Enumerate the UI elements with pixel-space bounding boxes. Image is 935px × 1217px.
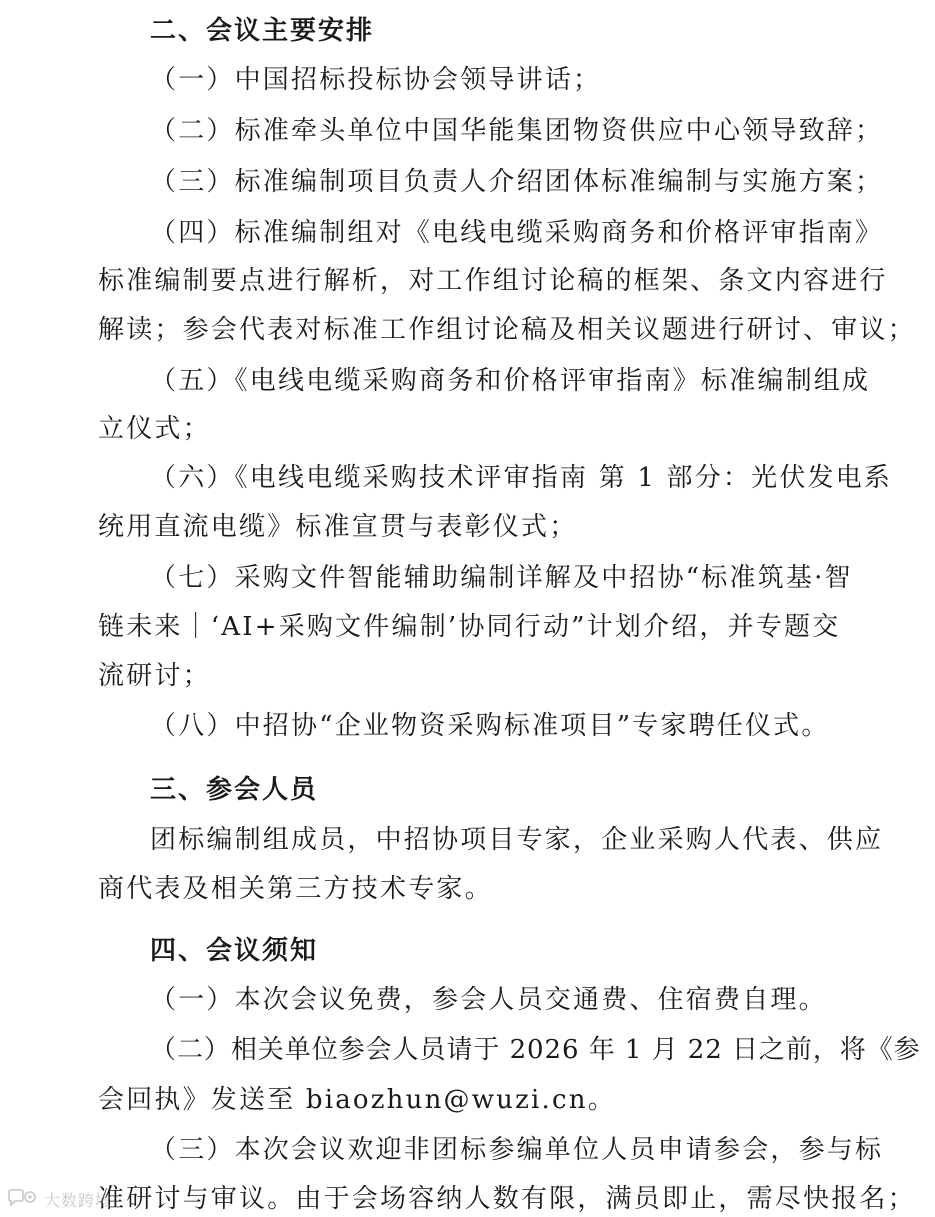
notes-item-3-line-1: （三）本次会议欢迎非团标参编单位人员申请参会，参与标: [150, 1135, 884, 1165]
arrangement-item-6-line-2: 统用直流电缆》标准宣贯与表彰仪式；: [98, 512, 578, 542]
arrangement-item-4-line-2: 标准编制要点进行解析，对工作组讨论稿的框架、条文内容进行: [98, 266, 888, 296]
attendees-line-2: 商代表及相关第三方技术专家。: [98, 874, 493, 904]
section-heading-meeting-notes: 四、会议须知: [150, 936, 319, 966]
arrangement-item-8: （八）中招协“企业物资采购标准项目”专家聘任仪式。: [150, 711, 830, 741]
section-heading-attendees: 三、参会人员: [150, 775, 319, 805]
arrangement-item-4-line-3: 解读；参会代表对标准工作组讨论稿及相关议题进行研讨、审议；: [98, 315, 916, 345]
arrangement-item-4-line-1: （四）标准编制组对《电线电缆采购商务和价格评审指南》: [150, 218, 884, 248]
notes-item-2-line-1: （二）相关单位参会人员请于 2026 年 1 月 22 日之前，将《参: [150, 1035, 921, 1065]
section-heading-meeting-arrangement: 二、会议主要安排: [150, 16, 375, 46]
arrangement-item-7-line-3: 流研讨；: [98, 661, 211, 691]
arrangement-item-2: （二）标准牵头单位中国华能集团物资供应中心领导致辞；: [150, 116, 884, 146]
attendees-line-1: 团标编制组成员，中招协项目专家，企业采购人代表、供应: [150, 825, 884, 855]
arrangement-item-5-line-1: （五）《电线电缆采购商务和价格评审指南》标准编制组成: [150, 366, 871, 396]
chat-bubble-icon: [6, 1188, 40, 1210]
arrangement-item-7-line-2: 链未来｜‘AI+采购文件编制’协同行动”计划介绍，并专题交: [98, 612, 841, 642]
arrangement-item-1: （一）中国招标投标协会领导讲话；: [150, 65, 602, 95]
watermark-text: 大数跨境: [44, 1190, 113, 1210]
arrangement-item-6-line-1: （六）《电线电缆采购技术评审指南 第 1 部分：光伏发电系: [150, 463, 893, 493]
notes-item-3-line-2: 准研讨与审议。由于会场容纳人数有限，满员即止，需尽快报名；: [98, 1184, 916, 1214]
arrangement-item-7-line-1: （七）采购文件智能辅助编制详解及中招协“标准筑基·智: [150, 563, 853, 593]
watermark: [6, 1186, 112, 1212]
arrangement-item-3: （三）标准编制项目负责人介绍团体标准编制与实施方案；: [150, 167, 884, 197]
notes-item-2-line-2: 会回执》发送至 biaozhun@wuzi.cn。: [98, 1085, 616, 1115]
notes-item-1: （一）本次会议免费，参会人员交通费、住宿费自理。: [150, 985, 827, 1015]
arrangement-item-5-line-2: 立仪式；: [98, 414, 211, 444]
